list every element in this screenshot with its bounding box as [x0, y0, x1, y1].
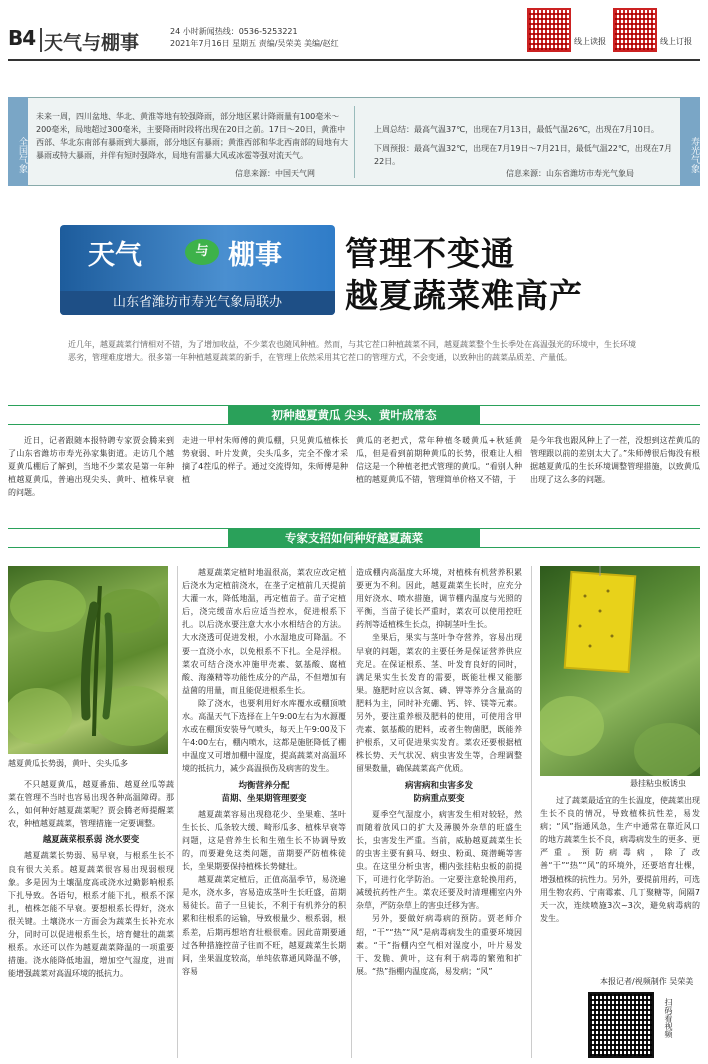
hotline: 24 小时新闻热线：0536-5253221: [170, 27, 298, 36]
column-divider: [177, 566, 178, 1058]
sec2-mid-heading: 均衡营养分配: [238, 780, 290, 791]
sec2-right-heading2: 防病重点要变: [413, 793, 465, 804]
video-qr-label: 扫码看视频: [664, 998, 673, 1038]
sec2-mid-col: 越夏蔬菜定植时地温很高，菜农应改定植后浇水为定植前浇水，在垄子定植前几天提前大灌一水，降低地温，再定植苗子。苗子定植后，浇完缓苗水后应适当控水，促进根系下扎。以后浇水要注意大水小水相结合的方法。大水浇透可促进发根，小水湿地皮可降温。不要一直浇小水，以免根系不下扎。全是浮根。菜农可结合浇水冲施甲壳素、氨基酸、腐植酸、海藻精等功能性成分的产品，不但增加有益菌的用量，而且能促进根系生长。 除了浇水，也要利用好水库覆水或棚顶喷水。高温天气下选择在上午9:00左右为水源覆水或在棚顶安装导气喷头，每天上午9:00及下午4:00左右，棚内喷水，这都是施胚降低了棚中温度又可增加棚中湿度，提高蔬菜对高温环境的抵抗力，减少高温损伤及病害的发生。 均衡营养分配 苗期、坐果期管理要变 越夏蔬菜容易出现稳花少、坐果难、茎叶生长长、瓜条较大缓、畸形瓜多、植株早衰等问题，这是营养生长和生殖生长不协调导致的，而要避免这类问题，苗期要严防植株徒长，坐果期要保持植株长势健壮。 越夏蔬菜定植后，正值高温季节，易浇遍是水，浇水多，容易造成茎叶生长旺盛，苗期易徒长。苗子一旦徒长，不利于有机养分的积累和往根系的运输，导致根量少、根系弱，根系差，后期再想培育壮根很难。因此苗期要通过各种措施控苗子往而不旺，越夏蔬菜生长期间，坐果温度较高，单纯依靠通风降温不够，容易: [182, 568, 346, 976]
shouguang-forecast: 下周预报：最高气温32℃，出现在7月19日～7月21日，最低气温22℃，出现在7月22日。: [374, 144, 672, 166]
logo-subtitle: 山东省潍坊市寿光气象局联办: [60, 291, 335, 315]
qr-subscribe-label: 线上订报: [660, 37, 692, 46]
national-weather-tab: 全国气象: [8, 97, 28, 186]
byline: 本报记者/视频制作 吴荣美: [600, 977, 694, 986]
lead-paragraph: 近几年，越夏蔬菜行情相对不错，为了增加收益，不少菜农也随风种植。然而，与其它茬口种植蔬菜不同，越夏蔬菜整个生长季处在高温强光的环境中，生长环境恶劣，管理难度增大。很多第一年种植越夏蔬菜的新手，在管理上依然采用其它茬口的管理方式，不会变通，以致种出的蔬菜品质差、产量低。: [68, 340, 636, 362]
qr-code-read[interactable]: [527, 8, 571, 52]
sec2-right-heading: 病害病和虫害多发: [404, 780, 473, 791]
sticky-trap-illustration: [540, 566, 700, 776]
column-divider: [351, 566, 352, 1058]
qr-code-subscribe[interactable]: [613, 8, 657, 52]
shouguang-summary: 上周总结：最高气温37℃，出现在7月13日，最低气温26℃，出现在7月10日。: [374, 125, 659, 134]
sticky-trap-photo: [540, 566, 700, 776]
video-qr-code[interactable]: [588, 992, 654, 1058]
header-info: [170, 26, 339, 50]
logo-connector: 与: [185, 239, 219, 265]
sec1-col3: 黄瓜的老把式，常年种植冬暖黄瓜+秋延黄瓜，但是看到前期种黄瓜的长势，很难让人相信这是一个种植老把式管理的黄瓜。“看别人种植的越夏黄瓜不错，管理简单价格又不错，于: [356, 436, 522, 485]
cucumber-photo: [8, 566, 168, 754]
logo-text-greenhouse: 棚事: [228, 240, 282, 271]
sec2-far-col: 过了蔬菜最适宜的生长温度，使蔬菜出现生长不良的情况，导致植株抗性差，易发病；“风”指通风急，生产中通常在靠近风口的地方蔬菜生长不良，病毒病发生的更多、更严重。预防病毒病，除了改善“干”“热”“风”的环境外，还要培育壮棵，增强植株的抗性力。另外，要提前用药，可选用生物农药、宁南霉素、几丁聚糖等，间隔7天一次，连续喷施3次~3次，避免病毒病的发生。: [540, 796, 700, 923]
column-logo: [60, 225, 335, 315]
headline-line1: 管理不变通: [345, 234, 515, 273]
cucumber-illustration: [8, 566, 168, 754]
header-rule: [8, 59, 700, 61]
photo1-caption: 越夏黄瓜长势弱，黄叶、尖头瓜多: [8, 759, 128, 768]
national-weather-text: 未来一周，四川盆地、华北、黄淮等地有较强降雨，部分地区累计降雨量有100毫米～200毫米，局地超过300毫米，主要降雨时段将出现在20日之前。17日～20日，黄淮中西部、华北东南部有暴雨到大暴雨，部分地区有暴雨；黄淮西部和华北西南部的局地有大暴雨或特大暴雨，并伴有短时强降水，局地有雷暴大风或冰雹等强对流天气。: [36, 112, 348, 160]
logo-text-weather: 天气: [88, 240, 142, 271]
photo2-caption: 悬挂粘虫板诱虫: [630, 779, 686, 788]
national-source: 信息来源：中国天气网: [235, 169, 315, 178]
headline-line2: 越夏蔬菜难高产: [345, 276, 583, 315]
qr-read-label: 线上读报: [574, 37, 606, 46]
sec1-col1: 近日，记者跟随本报特聘专家贾会腾来到了山东省潍坊市寿光孙家集街道。走访几个越夏黄瓜棚后了解到，当地不少菜农是第一年种植越夏黄瓜，普遍出现尖头、黄叶、植株早衰的问题。: [8, 436, 174, 498]
date-line: 2021年7月16日 星期五 责编/吴荣美 美编/赵红: [170, 39, 339, 48]
shouguang-weather-tab: 寿光气象: [680, 97, 700, 186]
section-title: 天气与棚事: [44, 32, 140, 54]
column-divider: [531, 566, 532, 1058]
shouguang-source: 信息来源：山东省潍坊市寿光气象局: [506, 169, 634, 178]
sec2-right-col: 造成棚内高温度大环境，对植株有机营养积累要更为不利。因此，越夏蔬菜生长时，应充分用好浇水、喷水措施，调节棚内温度与光照的平衡，当苗子徒长严重时，菜农可以使用控旺药剂等适植株生长点，抑制茎叶生长。 坐果后，果实与茎叶争夺营养，容易出现早衰的问题，菜农的主要任务是保证营养供应充足。在保证根系、茎、叶发育良好的同时，满足果实生长发育的需要，既能壮棵又能膨果。施肥时应以含氮、磷、钾等养分含量高的肥料为主，同时补充硼、钙、锌、镁等元素。另外，要注重养根及肥料的使用，可使用含甲壳素、氨基酸的肥料，或者生物菌肥，既能养护根系，又可促进果实发育。菜农还要根据植株长势、天气状况、病虫害发生等，合理调整留果数量，确保蔬菜高产优质。 病害病和虫害多发 防病重点要变 夏季空气湿度小，病害发生相对较轻，然而随着放风口的扩大及薄膜外杂草的旺盛生长，虫害发生严重。当前，威胁越夏蔬菜生长的虫害主要有蓟马、蚜虫、粉虱、斑潜蝇等害虫。在这里分析虫害，棚内张挂粘虫板的前提下，可进行化学防治。一定要注意轮换用药，减缓抗药性产生。菜农还要及时清理棚室内外杂草，严防杂草上的害虫迁移为害。 另外，要做好病毒病的预防。贾老师介绍，“干”“热”“风”是病毒病发生的重要环境因素。“干”指棚内空气相对湿度小，叶片易发干、发脆、黄叶，这有利于病毒的繁殖和扩展。“热”指棚内温度高，易发病；“风”: [356, 568, 522, 976]
subhead-1: 初种越夏黄瓜 尖头、黄叶成常态: [228, 405, 480, 425]
subhead-2: 专家支招如何种好越夏蔬菜: [228, 528, 480, 548]
sec1-col4: 是今年我也跟风种上了一茬，没想到这茬黄瓜的管理跟以前的差别太大了。”朱师傅很后悔没有根据越夏黄瓜的生长环境调整管理措施，以致黄瓜出现了这么多的问题。: [530, 436, 700, 485]
sec2-left-heading: 越夏蔬菜根系弱 浇水要变: [42, 835, 140, 846]
header-divider: [40, 28, 42, 52]
weather-divider: [354, 106, 355, 178]
sec2-left-col: 不只越夏黄瓜，越夏番茄、越夏丝瓜等蔬菜在管理不当时也容易出现各种高温障碍。那么，如何种好越夏蔬菜呢？贾会腾老师提醒菜农，种植越夏蔬菜，管理措施一定要调整。 越夏蔬菜根系弱 浇水要变 越夏蔬菜长势弱、易早衰，与根系生长不良有很大关系。越夏蔬菜很容易出现弱根现象。多是因为土壤温度高或浇水过勤影响根系下扎导致。各语句，根系才能下扎，根系不深扎，植株怎能不早衰。要想根系长得好，浇水很关键。土壤浇水一方面会为蔬菜生长补充水分，同时可以促进根系生长，培育健壮的蔬菜根系。水还可以作为越夏蔬菜降温的一项重要措施。浇水能降低地温，增加空气湿度，进而能增强蔬菜对高温环境的抵抗力。: [8, 780, 174, 979]
sec1-col2: 走进一甲村朱师傅的黄瓜棚，只见黄瓜植株长势衰弱、叶片发黄，尖头瓜多，完全不像才采摘了4茬瓜的样子。通过交流得知，朱师傅是种植: [182, 436, 348, 485]
sec2-mid-heading2: 苗期、坐果期管理要变: [221, 793, 307, 804]
page-number: B4: [8, 26, 36, 50]
